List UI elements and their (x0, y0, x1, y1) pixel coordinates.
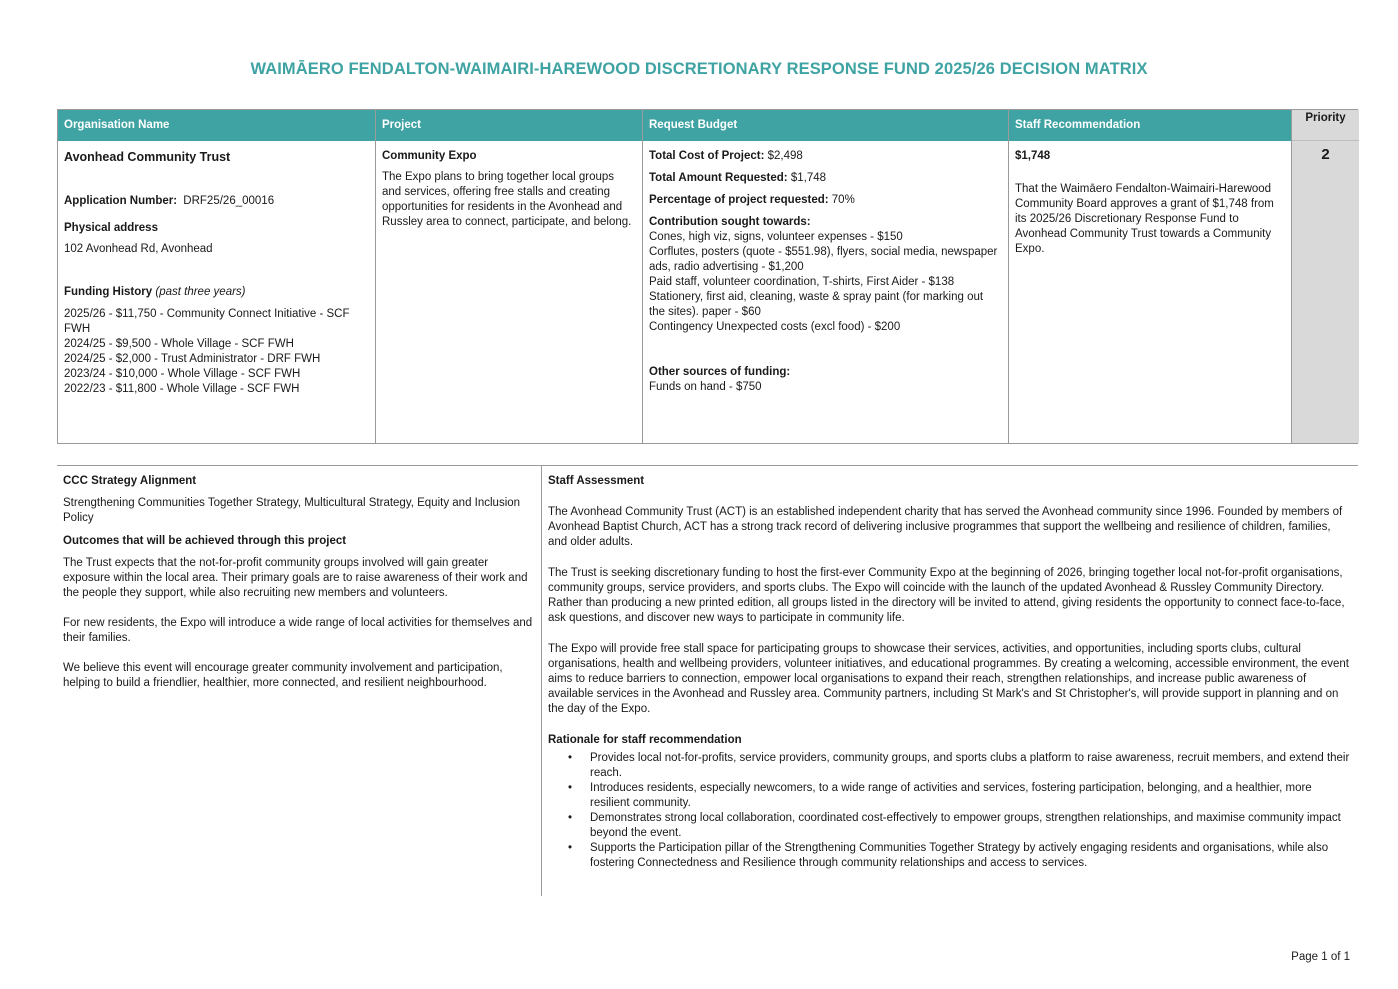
staff-assessment-heading: Staff Assessment (548, 475, 645, 487)
organisation-header: Organisation Name (58, 110, 375, 141)
staff-assessment-panel (542, 466, 1358, 896)
page-title: WAIMĀERO FENDALTON-WAIMAIRI-HAREWOOD DISCRETIONARY RESPONSE FUND 2025/26 DECISION MATRIX (250, 60, 1148, 78)
total-cost-label: Total Cost of Project: (649, 150, 765, 162)
staff-recommendation-column (1009, 110, 1292, 443)
percentage-requested (649, 193, 1002, 208)
other-sources-value: Funds on hand - $750 (649, 381, 762, 393)
organisation-column (58, 110, 376, 443)
project-column (376, 110, 643, 443)
contribution-item: Stationery, first aid, cleaning, waste & spray paint (for marking out the sites). paper - $60 (649, 291, 984, 318)
priority-value: 2 (1321, 146, 1330, 163)
rationale-item: • Provides local not-for-profits, service providers, community groups, and sports clubs a platform to raise awareness, recruit members, and extend their reach. (548, 751, 1352, 781)
outcome-paragraph: For new residents, the Expo will introduce a wide range of local activities for themselves and their families. (63, 617, 533, 644)
funding-history-item: 2025/26 - $11,750 - Community Connect Initiative - SCF FWH (64, 308, 350, 335)
page-number: Page 1 of 1 (1291, 951, 1350, 963)
address-value: 102 Avonhead Rd, Avonhead (64, 243, 213, 255)
assessment-section (57, 465, 1358, 895)
application-number-label: Application Number: (64, 195, 178, 207)
assessment-paragraph: The Expo will provide free stall space for participating groups to showcase their services, activities, and opportunities, including sports clubs, cultural organisations, health and wellbeing providers, volunteer initiatives, and educational programmes. By creating a welcoming, accessible environment, the event aims to reduce barriers to connection, empower local organisations to expand their reach, strengthen relationships, and increase public awareness of available services in the Avonhead and Russley area. Community partners, including St Mark's and St Christopher's, will provide support in planning and on the day of the Expo. (548, 643, 1349, 715)
strategy-heading: CCC Strategy Alignment (63, 475, 197, 487)
assessment-paragraph: The Trust is seeking discretionary funding to host the first-ever Community Expo at the beginning of 2026, bringing together local not-for-profit organisations, community groups, service providers, and sports clubs. The Expo will coincide with the launch of the updated Avonhead & Russley Community Directory. Rather than producing a new printed edition, all groups listed in the directory will be invited to attend, giving residents the opportunity to connect face-to-face, ask questions, and discover new ways to participate in community life. (548, 567, 1345, 624)
budget-header: Request Budget (643, 110, 1008, 141)
assessment-paragraph: The Avonhead Community Trust (ACT) is an established independent charity that has served the Avonhead community since 1996. Founded by members of Avonhead Baptist Church, ACT has a strong track record of delivering inclusive programmes that support the wellbeing and resilience of children, families, and older adults. (548, 506, 1343, 548)
funding-history-label: Funding History (64, 286, 153, 298)
funding-history-item: 2023/24 - $10,000 - Whole Village - SCF FWH (64, 368, 301, 380)
total-requested-label: Total Amount Requested: (649, 172, 788, 184)
rationale-list (548, 751, 1352, 871)
total-cost-value: $2,498 (767, 150, 803, 162)
organisation-name: Avonhead Community Trust (64, 150, 231, 164)
strategy-panel (57, 466, 542, 896)
contribution-label: Contribution sought towards: (649, 216, 811, 228)
rationale-item: • Supports the Participation pillar of the Strengthening Communities Together Strategy by actively engaging residents and organisations, while also fostering Connectedness and Resilience through community relationships and access to services. (548, 841, 1352, 871)
project-name: Community Expo (382, 150, 477, 162)
funding-history-note: (past three years) (155, 286, 246, 298)
contribution-item: Corflutes, posters (quote - $551.98), flyers, social media, newspaper ads, radio advertising - $1,200 (649, 246, 998, 273)
funding-history-heading (64, 285, 369, 300)
decision-matrix-table (57, 109, 1358, 444)
total-requested-value: $1,748 (790, 172, 827, 184)
project-description: The Expo plans to bring together local groups and services, offering free stalls and creating opportunities for residents in the Avonhead and Russley area to connect, participate, and belong. (382, 171, 632, 228)
percentage-label: Percentage of project requested: (649, 194, 829, 206)
staff-recommendation-header: Staff Recommendation (1009, 110, 1291, 141)
total-requested (649, 171, 1002, 186)
outcomes-heading: Outcomes that will be achieved through this project (63, 535, 347, 547)
other-sources-label: Other sources of funding: (649, 366, 791, 378)
contribution-item: Cones, high viz, signs, volunteer expenses - $150 (649, 231, 903, 243)
funding-history-list (64, 307, 369, 397)
rationale-heading: Rationale for staff recommendation (548, 734, 742, 746)
contribution-item: Paid staff, volunteer coordination, T-shirts, First Aider - $138 (649, 276, 955, 288)
recommended-amount: $1,748 (1015, 150, 1051, 162)
percentage-value: 70% (831, 194, 855, 206)
strategy-text: Strengthening Communities Together Strategy, Multicultural Strategy, Equity and Inclusion Policy (63, 497, 521, 524)
contribution-item: Contingency Unexpected costs (excl food) - $200 (649, 321, 901, 333)
outcome-paragraph: The Trust expects that the not-for-profit community groups involved will gain greater exposure within the local area. Their primary goals are to raise awareness of their work and the people they support, while also recruiting new members and volunteers. (63, 557, 528, 599)
address-label: Physical address (64, 222, 158, 234)
rationale-item: • Demonstrates strong local collaboration, coordinated cost-effectively to empower groups, strengthen relationships, and maximise community impact beyond the event. (548, 811, 1352, 841)
outcome-paragraph: We believe this event will encourage greater community involvement and participation, helping to build a friendlier, healthier, more connected, and resilient neighbourhood. (63, 662, 503, 689)
funding-history-item: 2024/25 - $2,000 - Trust Administrator - DRF FWH (64, 353, 321, 365)
rationale-item: • Introduces residents, especially newcomers, to a wide range of activities and services, fostering participation, belonging, and a healthier, more resilient community. (548, 781, 1352, 811)
application-number-value: DRF25/26_00016 (183, 195, 275, 207)
project-header: Project (376, 110, 642, 141)
funding-history-item: 2022/23 - $11,800 - Whole Village - SCF FWH (64, 383, 300, 395)
budget-column (643, 110, 1009, 443)
total-cost (649, 149, 1002, 164)
priority-header: Priority (1292, 110, 1359, 141)
funding-history-item: 2024/25 - $9,500 - Whole Village - SCF FWH (64, 338, 294, 350)
priority-column (1292, 110, 1359, 443)
application-number (64, 194, 369, 209)
recommendation-text: That the Waimāero Fendalton-Waimairi-Harewood Community Board approves a grant of $1,748 from its 2025/26 Discretionary Response Fund to Avonhead Community Trust towards a Community Expo. (1015, 183, 1274, 255)
